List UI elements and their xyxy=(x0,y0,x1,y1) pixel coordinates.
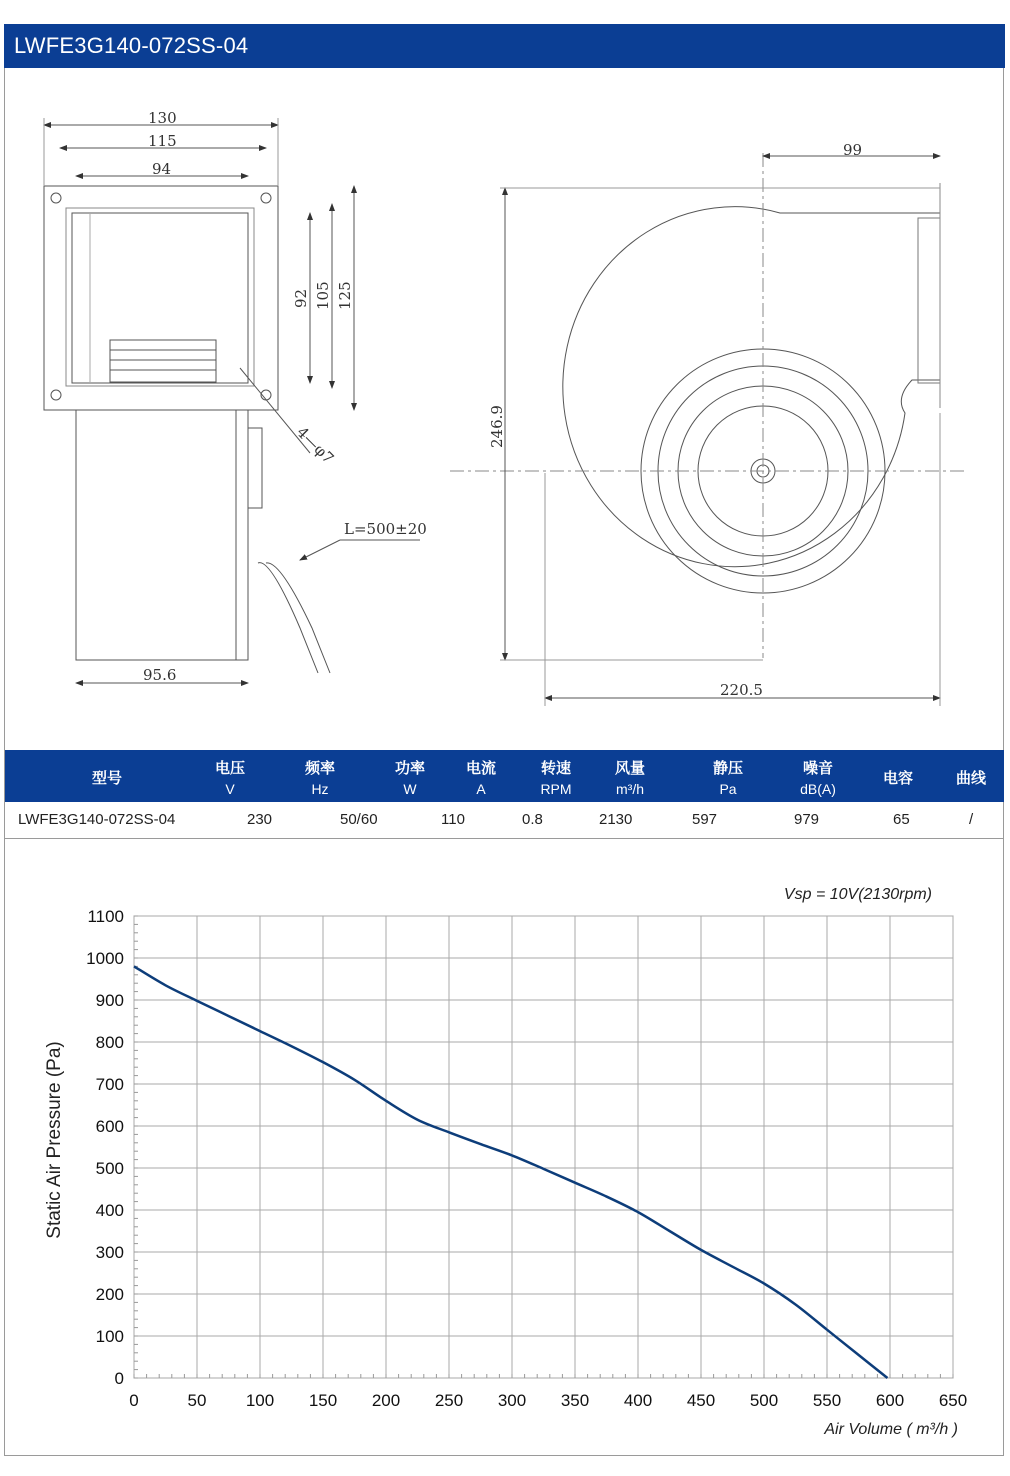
header-frequency: 频率 Hz xyxy=(304,760,335,797)
x-tick-label: 350 xyxy=(560,1391,590,1410)
dim-115: 115 xyxy=(148,132,177,150)
header-speed: 转速 RPM xyxy=(540,760,572,797)
performance-chart xyxy=(0,860,1010,1450)
x-tick-label: 600 xyxy=(875,1391,905,1410)
dim-hole: 4—φ7 xyxy=(293,423,338,468)
dim-125: 125 xyxy=(336,281,354,310)
y-tick-label: 100 xyxy=(95,1327,124,1346)
x-tick-label: 200 xyxy=(371,1391,401,1410)
x-tick-label: 300 xyxy=(497,1391,527,1410)
x-tick-label: 450 xyxy=(686,1391,716,1410)
cell-model: LWFE3G140-072SS-04 xyxy=(18,811,176,828)
dim-94: 94 xyxy=(152,160,172,178)
y-tick-label: 800 xyxy=(95,1033,124,1052)
y-tick-label: 900 xyxy=(95,991,124,1010)
header-pressure: 静压 Pa xyxy=(712,760,743,797)
dim-220-5: 220.5 xyxy=(720,681,763,699)
x-tick-label: 400 xyxy=(623,1391,653,1410)
header-capacitor: 电容 xyxy=(882,770,913,787)
dim-246-9: 246.9 xyxy=(488,405,506,448)
header-model: 型号 xyxy=(91,770,122,787)
y-tick-label: 300 xyxy=(95,1243,124,1262)
cell-current: 0.8 xyxy=(522,811,543,828)
dim-95-6: 95.6 xyxy=(143,666,177,684)
x-tick-label: 100 xyxy=(245,1391,275,1410)
y-tick-label: 500 xyxy=(95,1159,124,1178)
cell-pressure: 979 xyxy=(794,811,820,828)
cell-speed: 2130 xyxy=(599,811,633,828)
spec-table-header xyxy=(5,750,1004,802)
y-tick-label: 400 xyxy=(95,1201,124,1220)
x-tick-labels xyxy=(129,1391,967,1410)
dim-130: 130 xyxy=(148,109,177,127)
series-line-0 xyxy=(134,966,887,1378)
cell-curve: / xyxy=(969,811,974,828)
y-tick-label: 200 xyxy=(95,1285,124,1304)
plot-area xyxy=(134,916,953,1378)
y-axis-label: Static Air Pressure (Pa) xyxy=(44,1041,65,1239)
side-view xyxy=(44,118,420,683)
x-tick-label: 0 xyxy=(129,1391,139,1410)
y-tick-label: 1100 xyxy=(87,907,124,926)
page-title: LWFE3G140-072SS-04 xyxy=(4,24,1005,68)
x-tick-label: 150 xyxy=(308,1391,338,1410)
y-tick-labels xyxy=(86,907,124,1388)
y-tick-label: 700 xyxy=(95,1075,124,1094)
chart-annotation: Vsp = 10V(2130rpm) xyxy=(783,886,932,903)
dim-105: 105 xyxy=(314,281,332,310)
header-noise: 噪音 dB(A) xyxy=(800,760,836,797)
dim-cable: L=500±20 xyxy=(344,520,427,538)
x-tick-label: 50 xyxy=(187,1391,207,1410)
spec-table-row xyxy=(5,802,1004,839)
cell-voltage: 230 xyxy=(247,811,273,828)
header-power: 功率 W xyxy=(394,760,425,797)
chart-grid xyxy=(134,916,953,1378)
header-voltage: 电压 V xyxy=(214,760,245,797)
front-view xyxy=(450,153,968,706)
cell-airflow: 597 xyxy=(692,811,718,828)
y-tick-label: 0 xyxy=(114,1369,124,1388)
x-tick-label: 550 xyxy=(812,1391,842,1410)
x-tick-label: 500 xyxy=(749,1391,779,1410)
header-current: 电流 A xyxy=(465,760,496,797)
cell-power: 110 xyxy=(441,811,465,828)
x-axis-label: Air Volume ( m³/h ) xyxy=(824,1421,958,1438)
cell-frequency: 50/60 xyxy=(340,811,378,828)
dim-99: 99 xyxy=(843,141,863,159)
technical-drawing xyxy=(0,68,1010,748)
y-tick-label: 600 xyxy=(95,1117,124,1136)
dim-92: 92 xyxy=(292,288,310,308)
x-tick-label: 650 xyxy=(938,1391,968,1410)
header-curve: 曲线 xyxy=(955,770,986,787)
cell-noise: 65 xyxy=(893,811,910,828)
x-tick-label: 250 xyxy=(434,1391,464,1410)
header-airflow: 风量 m³/h xyxy=(614,760,645,797)
chart-series xyxy=(134,966,887,1378)
y-tick-label: 1000 xyxy=(86,949,124,968)
